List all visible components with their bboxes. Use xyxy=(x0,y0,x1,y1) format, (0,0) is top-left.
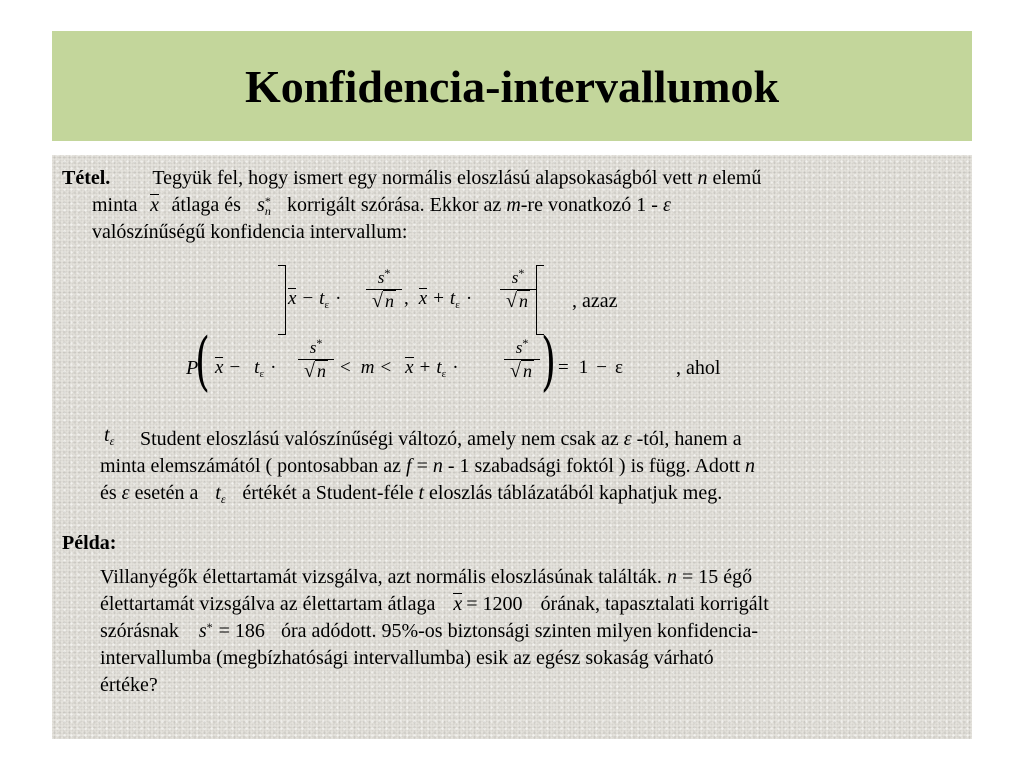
formula2-left-paren: ( xyxy=(194,325,210,399)
formula2-middle: < $m < x + t_\varepsilon$ · xyxy=(340,357,459,380)
theorem-line-1 xyxy=(62,166,761,190)
theorem-text: Tegyük fel, hogy ismert egy normális eloszlású alapsokaságból vett xyxy=(152,167,698,189)
example-line-1: Villanyégők élettartamát vizsgálva, azt normális eloszlásúnak találták. n = 15 égő xyxy=(100,566,753,588)
formula2-right-paren: ) xyxy=(540,325,556,399)
formula1-frac-left: s* √ n xyxy=(366,268,402,312)
s-star-n-symbol: $s^*_n$ xyxy=(257,194,271,218)
example-line-3: szórásnak s* = 186 óra adódott. 95%-os biztonsági szinten milyen konfidencia- xyxy=(100,620,759,642)
theorem-line-2 xyxy=(92,193,671,219)
xbar-symbol: x xyxy=(150,194,159,216)
theorem-text: -re vonatkozó 1 - xyxy=(520,194,663,216)
formula2-left: $x - t_\varepsilon$ · xyxy=(215,357,277,380)
left-bracket xyxy=(278,265,286,335)
example-label: Példa: xyxy=(62,532,117,554)
formula1-left: $x - t_\varepsilon$ · xyxy=(288,288,342,311)
formula1-frac-right: s* √ n xyxy=(500,268,536,312)
example-line-4: intervallumba (megbízhatósági intervallumba) esik az egész sokaság várható xyxy=(100,647,714,669)
theorem-text: korrigált szórása. Ekkor az xyxy=(286,194,507,216)
formula2-frac-left: s* √ n xyxy=(298,338,334,382)
formula2-P: P xyxy=(186,357,199,379)
theorem-text: átlaga és xyxy=(171,194,241,216)
theorem-epsilon: ε xyxy=(662,194,671,216)
t-epsilon-symbol: $t_\varepsilon$ xyxy=(104,424,115,448)
theorem-n: n xyxy=(697,167,708,189)
formula2-result: = 1 − ε xyxy=(558,357,623,378)
azaz-text: , azaz xyxy=(572,290,618,312)
student-line-2: minta elemszámától ( pontosabban az f = n - 1 szabadsági foktól ) is függ. Adott n xyxy=(100,455,756,477)
theorem-m: m xyxy=(506,194,521,216)
example-line-2: élettartamát vizsgálva az élettartam átlaga x = 1200 órának, tapasztalati korrigált xyxy=(100,593,769,615)
example-line-5: értéke? xyxy=(100,674,158,696)
theorem-line-3: valószínűségű konfidencia intervallum: xyxy=(92,221,408,243)
student-line-1: Student eloszlású valószínűségi változó, amely nem csak az ε -tól, hanem a xyxy=(140,428,742,450)
student-line-3: és ε esetén a $t_\varepsilon$ értékét a Student-féle t eloszlás táblázatából kaphatjuk meg. xyxy=(100,482,723,506)
theorem-text: elemű xyxy=(707,167,762,189)
formula2-frac-right: s* √ n xyxy=(504,338,540,382)
theorem-label: Tétel. xyxy=(62,167,111,189)
theorem-text: minta xyxy=(92,194,138,216)
formula1-right: , $x + t_\varepsilon$ · xyxy=(404,288,473,311)
ahol-text: , ahol xyxy=(676,357,721,379)
title-bar xyxy=(52,31,972,141)
slide-title: Konfidencia-intervallumok xyxy=(244,60,780,112)
